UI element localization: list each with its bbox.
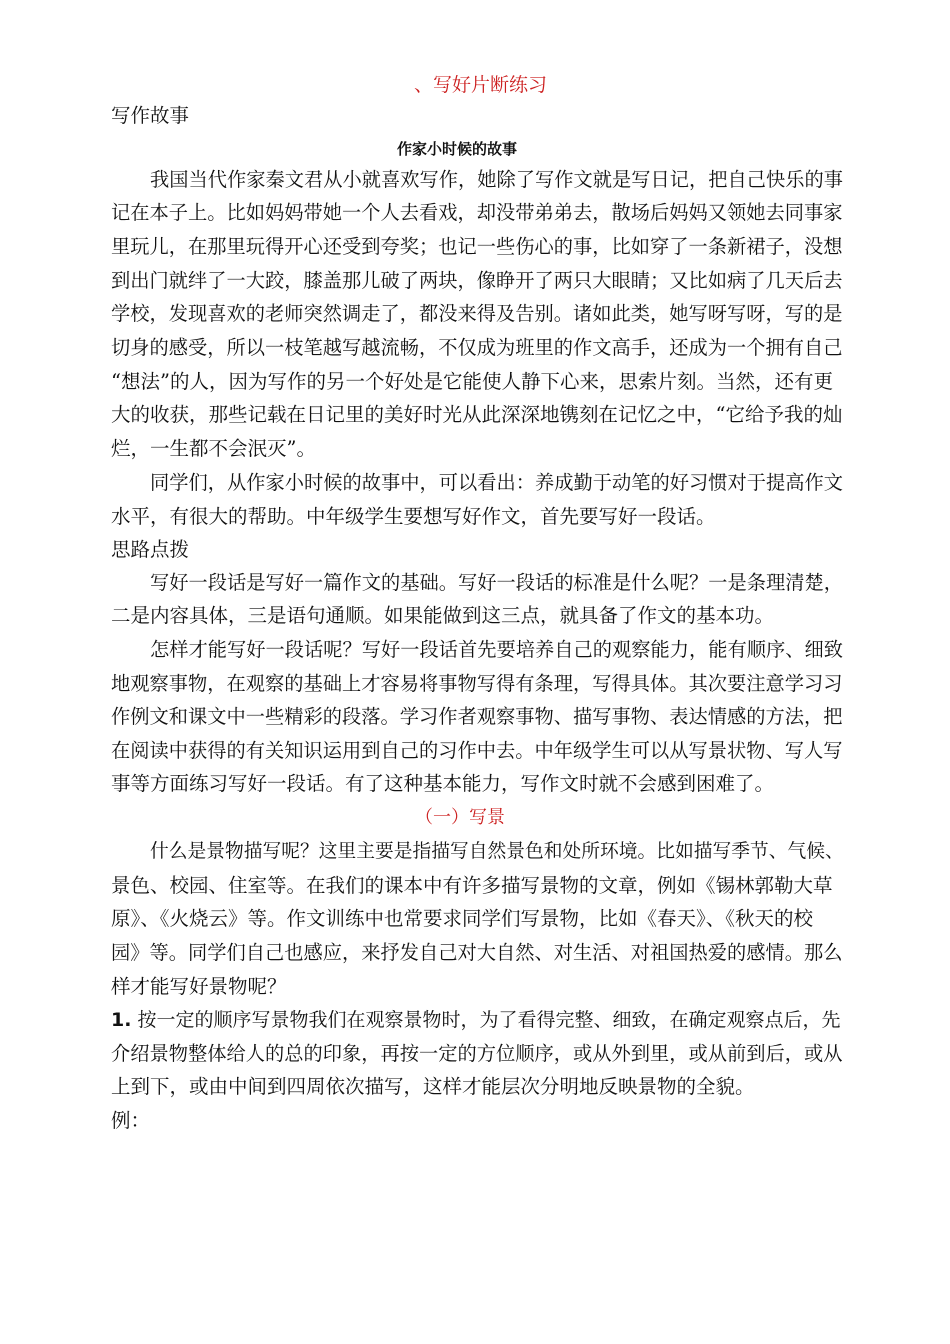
story-line: “想法”的人，因为写作的另一个好处是它能使人静下心来，思索片刻。当然，还有更 — [111, 370, 833, 393]
document-title: 、写好片断练习 — [414, 74, 548, 96]
story-title: 作家小时候的故事 — [397, 140, 518, 158]
tips-line: 在阅读中获得的有关知识运用到自己的习作中去。中年级学生可以从写景状物、写人写 — [111, 739, 843, 762]
scenery-line: 原》、《火烧云》等。作文训练中也常要求同学们写景物，比如《春天》、《秋天的校 — [111, 907, 814, 930]
scenery-line: 园》等。同学们自己也感应，来抒发自己对大自然、对生活、对祖国热爱的感情。那么 — [111, 941, 843, 964]
point-1-line: 介绍景物整体给人的总的印象，再按一定的方位顺序，或从外到里，或从前到后，或从 — [111, 1042, 843, 1065]
summary-line: 同学们，从作家小时候的故事中，可以看出：养成勤于动笔的好习惯对于提高作文 — [150, 471, 843, 494]
subsection-heading-scenery: （一）写景 — [415, 807, 505, 828]
tips-line: 作例文和课文中一些精彩的段落。学习作者观察事物、描写事物、表达情感的方法，把 — [111, 705, 843, 728]
story-line: 大的收获，那些记载在日记里的美好时光从此深深地镌刻在记忆之中，“它给予我的灿 — [111, 403, 843, 426]
scenery-line: 样才能写好景物呢？ — [111, 975, 287, 998]
point-1-text: 按一定的顺序写景物我们在观察景物时，为了看得完整、细致，在确定观察点后，先 — [137, 1009, 841, 1031]
tips-line: 二是内容具体，三是语句通顺。如果能做到这三点，就具备了作文的基本功。 — [111, 604, 775, 627]
section-heading-tips: 思路点拨 — [111, 538, 190, 561]
point-1-line: 上到下，或由中间到四周依次描写，这样才能层次分明地反映景物的全貌。 — [111, 1075, 755, 1098]
scenery-line: 什么是景物描写呢？这里主要是指描写自然景色和处所环境。比如描写季节、气候、 — [150, 841, 844, 862]
story-line: 到出门就绊了一大跤，膝盖那儿破了两块，像睁开了两只大眼睛；又比如病了几天后去 — [111, 269, 843, 292]
tips-line: 写好一段话是写好一篇作文的基础。写好一段话的标准是什么呢？一是条理清楚， — [150, 571, 843, 594]
example-label: 例： — [111, 1109, 151, 1132]
point-1-number: 1. — [111, 1009, 132, 1031]
tips-line: 事等方面练习写好一段话。有了这种基本能力，写作文时就不会感到困难了。 — [111, 772, 775, 795]
story-line: 切身的感受，所以一枝笔越写越流畅，不仅成为班里的作文高手，还成为一个拥有自己 — [111, 336, 843, 359]
section-heading-story: 写作故事 — [111, 104, 190, 127]
story-line: 里玩儿，在那里玩得开心还受到夸奖；也记一些伤心的事，比如穿了一条新裙子，没想 — [111, 235, 843, 258]
tips-line: 地观察事物，在观察的基础上才容易将事物写得有条理，写得具体。其次要注意学习习 — [111, 672, 843, 695]
point-1-line — [111, 1008, 841, 1032]
story-line: 学校，发现喜欢的老师突然调走了，都没来得及告别。诸如此类，她写呀写呀，写的是 — [111, 302, 843, 325]
summary-line: 水平，有很大的帮助。中年级学生要想写好作文，首先要写好一段话。 — [111, 505, 716, 528]
scenery-line: 景色、校园、住室等。在我们的课本中有许多描写景物的文章，例如《锡林郭勒大草 — [111, 874, 833, 897]
tips-line: 怎样才能写好一段话呢？写好一段话首先要培养自己的观察能力，能有顺序、细致 — [150, 638, 843, 661]
story-line: 烂，一生都不会泯灭”。 — [111, 437, 316, 460]
story-line: 记在本子上。比如妈妈带她一个人去看戏，却没带弟弟去，散场后妈妈又领她去同事家 — [111, 201, 843, 224]
story-line: 我国当代作家秦文君从小就喜欢写作，她除了写作文就是写日记，把自己快乐的事 — [150, 168, 843, 191]
